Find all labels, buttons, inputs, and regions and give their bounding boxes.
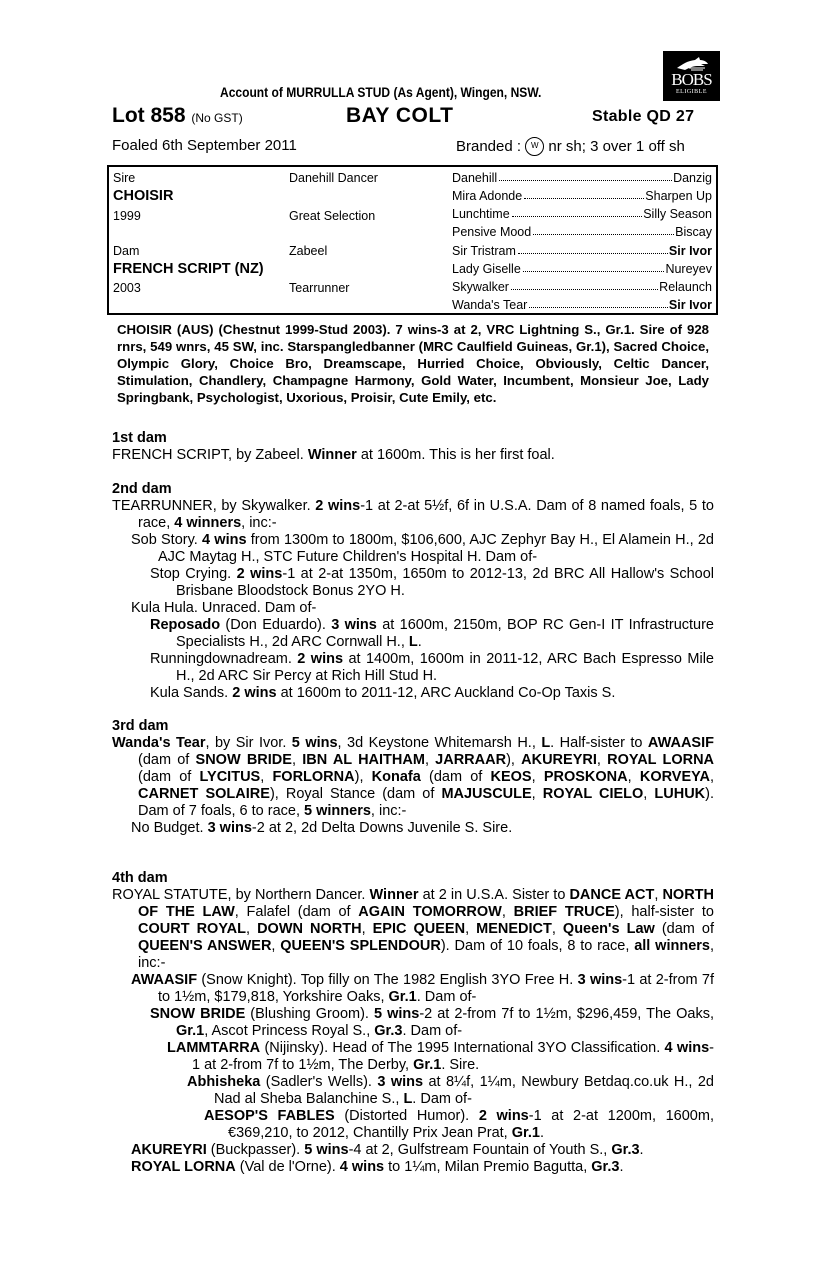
- produce-record: AWAASIF (Snow Knight). Top filly on The 1982 English 3YO Free H. 3 wins-1 at 2-from 7f to 1½m, $179,818, Yorkshire Oaks, Gr.1. Dam of-: [131, 972, 714, 1005]
- brand-info: [456, 137, 685, 156]
- dam-year: 2003: [113, 281, 141, 295]
- lot-label: Lot 858: [112, 104, 186, 127]
- section-heading: 2nd dam: [112, 481, 172, 497]
- great-grandsire-name: Nureyev: [665, 262, 712, 276]
- dot-leader: [523, 262, 665, 272]
- great-grandsire-name: Relaunch: [659, 280, 712, 294]
- branded-label: Branded :: [456, 138, 522, 155]
- dot-leader: [512, 207, 643, 217]
- dam-label: Dam: [113, 244, 140, 258]
- sire-sire: Danehill Dancer: [289, 171, 378, 185]
- produce-record: FRENCH SCRIPT, by Zabeel. Winner at 1600m. This is her first foal.: [112, 447, 555, 463]
- great-grandsire-name: Silly Season: [643, 207, 712, 221]
- dam-section: [112, 870, 714, 1176]
- dam-section: [112, 430, 714, 464]
- produce-record: Wanda's Tear, by Sir Ivor. 5 wins, 3d Keystone Whitemarsh H., L. Half-sister to AWAASIF (dam of SNOW BRIDE, IBN AL HAITHAM, JARRAAR), AKUREYRI, ROYAL LORNA (dam of LYCITUS, FORLORNA), Konafa (dam of KEOS, PROSKONA, KORVEYA, CARNET SOLAIRE), Royal Stance (dam of MAJUSCULE, ROYAL CIELO, LUHUK). Dam of 7 foals, 6 to race, 5 winners, inc:-: [112, 735, 715, 819]
- lot-number: [112, 104, 243, 128]
- bobs-eligible-logo: [663, 51, 720, 101]
- grandparent-name: Lunchtime: [452, 207, 510, 221]
- produce-record: LAMMTARRA (Nijinsky). Head of The 1995 International 3YO Classification. 4 wins-1 at 2-from 7f to 1½m, The Derby, Gr.1. Sire.: [167, 1040, 714, 1073]
- grandparent-row: [452, 244, 712, 258]
- great-grandsire-name: Sir Ivor: [668, 298, 712, 312]
- produce-record: Kula Sands. 2 wins at 1600m to 2011-12, ARC Auckland Co-Op Taxis S.: [150, 685, 616, 701]
- grandparent-name: Pensive Mood: [452, 225, 532, 239]
- dam-section: [112, 481, 714, 702]
- grandparent-row: [452, 225, 712, 239]
- sire-dam: Great Selection: [289, 209, 376, 223]
- dot-leader: [518, 244, 668, 254]
- grandparent-name: Mira Adonde: [452, 189, 523, 203]
- sire-year: 1999: [113, 209, 141, 223]
- produce-record: TEARRUNNER, by Skywalker. 2 wins-1 at 2-at 5½f, 6f in U.S.A. Dam of 8 named foals, 5 to race, 4 winners, inc:-: [112, 498, 714, 531]
- foaled-date: Foaled 6th September 2011: [112, 137, 297, 154]
- gst-note: (No GST): [191, 111, 243, 125]
- produce-record: No Budget. 3 wins-2 at 2, 2d Delta Downs Juvenile S. Sire.: [131, 820, 513, 836]
- branded-detail: nr sh; 3 over 1 off sh: [548, 138, 685, 155]
- produce-record: AESOP'S FABLES (Distorted Humor). 2 wins-1 at 2-at 1200m, 1600m, €369,210, to 2012, Chantilly Prix Jean Prat, Gr.1.: [204, 1108, 714, 1141]
- great-grandsire-name: Biscay: [675, 225, 712, 239]
- produce-record: ROYAL STATUTE, by Northern Dancer. Winner at 2 in U.S.A. Sister to DANCE ACT, NORTH OF THE LAW, Falafel (dam of AGAIN TOMORROW, BRIEF TRUCE), half-sister to COURT ROYAL, DOWN NORTH, EPIC QUEEN, MENEDICT, Queen's Law (dam of QUEEN'S ANSWER, QUEEN'S SPLENDOUR). Dam of 10 foals, 8 to race, all winners, inc:-: [112, 887, 714, 971]
- grandparent-row: [452, 262, 712, 276]
- produce-record: ROYAL LORNA (Val de l'Orne). 4 wins to 1¼m, Milan Premio Bagutta, Gr.3.: [131, 1159, 624, 1175]
- stable-location: Stable QD 27: [592, 108, 695, 125]
- dam-sire: Zabeel: [289, 244, 328, 258]
- great-grandsire-name: Danzig: [673, 171, 712, 185]
- section-heading: 1st dam: [112, 430, 167, 446]
- grandparent-row: [452, 298, 712, 312]
- logo-subtext: ELIGIBLE: [676, 89, 707, 95]
- great-grandsire-name: Sir Ivor: [668, 244, 712, 258]
- section-heading: 4th dam: [112, 870, 168, 886]
- grandparent-row: [452, 207, 712, 221]
- horse-description: BAY COLT: [346, 104, 454, 127]
- dot-leader: [529, 298, 668, 308]
- produce-record: Stop Crying. 2 wins-1 at 2-at 1350m, 1650m to 2012-13, 2d BRC All Hallow's School Brisbane Bloodstock Bonus 2YO H.: [150, 566, 714, 599]
- pedigree-table: [107, 165, 718, 315]
- brand-mark-icon: W: [525, 137, 544, 156]
- logo-text: BOBS: [671, 70, 712, 89]
- produce-record: Runningdownadream. 2 wins at 1400m, 1600m in 2011-12, ARC Bach Espresso Mile H., 2d ARC Sir Percy at Rich Hill Stud H.: [150, 651, 714, 684]
- grandparent-name: Skywalker: [452, 280, 509, 294]
- dam-dam: Tearrunner: [289, 281, 350, 295]
- dam-name: FRENCH SCRIPT (NZ): [113, 261, 264, 277]
- produce-record: AKUREYRI (Buckpasser). 5 wins-4 at 2, Gulfstream Fountain of Youth S., Gr.3.: [131, 1142, 644, 1158]
- great-grandsire-name: Sharpen Up: [645, 189, 712, 203]
- grandparent-row: [452, 280, 712, 294]
- sire-name: CHOISIR: [113, 188, 174, 204]
- sire-label: Sire: [113, 171, 136, 185]
- dot-leader: [499, 171, 672, 181]
- dot-leader: [533, 225, 674, 235]
- dam-section: [112, 718, 714, 837]
- dot-leader: [524, 189, 644, 199]
- section-heading: 3rd dam: [112, 718, 169, 734]
- vendor-account: Account of MURRULLA STUD (As Agent), Wingen, NSW.: [220, 84, 542, 100]
- grandparent-name: Lady Giselle: [452, 262, 521, 276]
- produce-record: Sob Story. 4 wins from 1300m to 1800m, $106,600, AJC Zephyr Bay H., El Alamein H., 2d AJC Maytag H., STC Future Children's Hospital H. Dam of-: [131, 532, 714, 565]
- produce-record: Abhisheka (Sadler's Wells). 3 wins at 8¼f, 1¼m, Newbury Betdaq.co.uk H., 2d Nad al Sheba Balanchine S., L. Dam of-: [187, 1074, 714, 1107]
- grandparent-row: [452, 189, 712, 203]
- produce-record: Reposado (Don Eduardo). 3 wins at 1600m, 2150m, BOP RC Gen-I IT Infrastructure Specialists H., 2d ARC Cornwall H., L.: [150, 617, 714, 650]
- dot-leader: [511, 280, 658, 290]
- grandparent-name: Sir Tristram: [452, 244, 516, 258]
- sire-summary: CHOISIR (AUS) (Chestnut 1999-Stud 2003). 7 wins-3 at 2, VRC Lightning S., Gr.1. Sire of 928 rnrs, 549 wnrs, 45 SW, inc. Starspangledbanner (MRC Caulfield Guineas, Gr.1), Sacred Choice, Olympic Glory, Choice Bro, Dreamscape, Hurried Choice, Obviously, Celtic Dancer, Stimulation, Chandlery, Champagne Harmony, Gold Water, Incumbent, Monsieur Joe, Lady Springbank, Psychologist, Uxorious, Proisir, Cute Emily, etc.: [117, 322, 709, 405]
- grandparent-name: Wanda's Tear: [452, 298, 528, 312]
- grandparent-row: [452, 171, 712, 185]
- grandparent-name: Danehill: [452, 171, 498, 185]
- produce-record: SNOW BRIDE (Blushing Groom). 5 wins-2 at 2-from 7f to 1½m, $296,459, The Oaks, Gr.1, Ascot Princess Royal S., Gr.3. Dam of-: [150, 1006, 714, 1039]
- produce-record: Kula Hula. Unraced. Dam of-: [131, 600, 317, 616]
